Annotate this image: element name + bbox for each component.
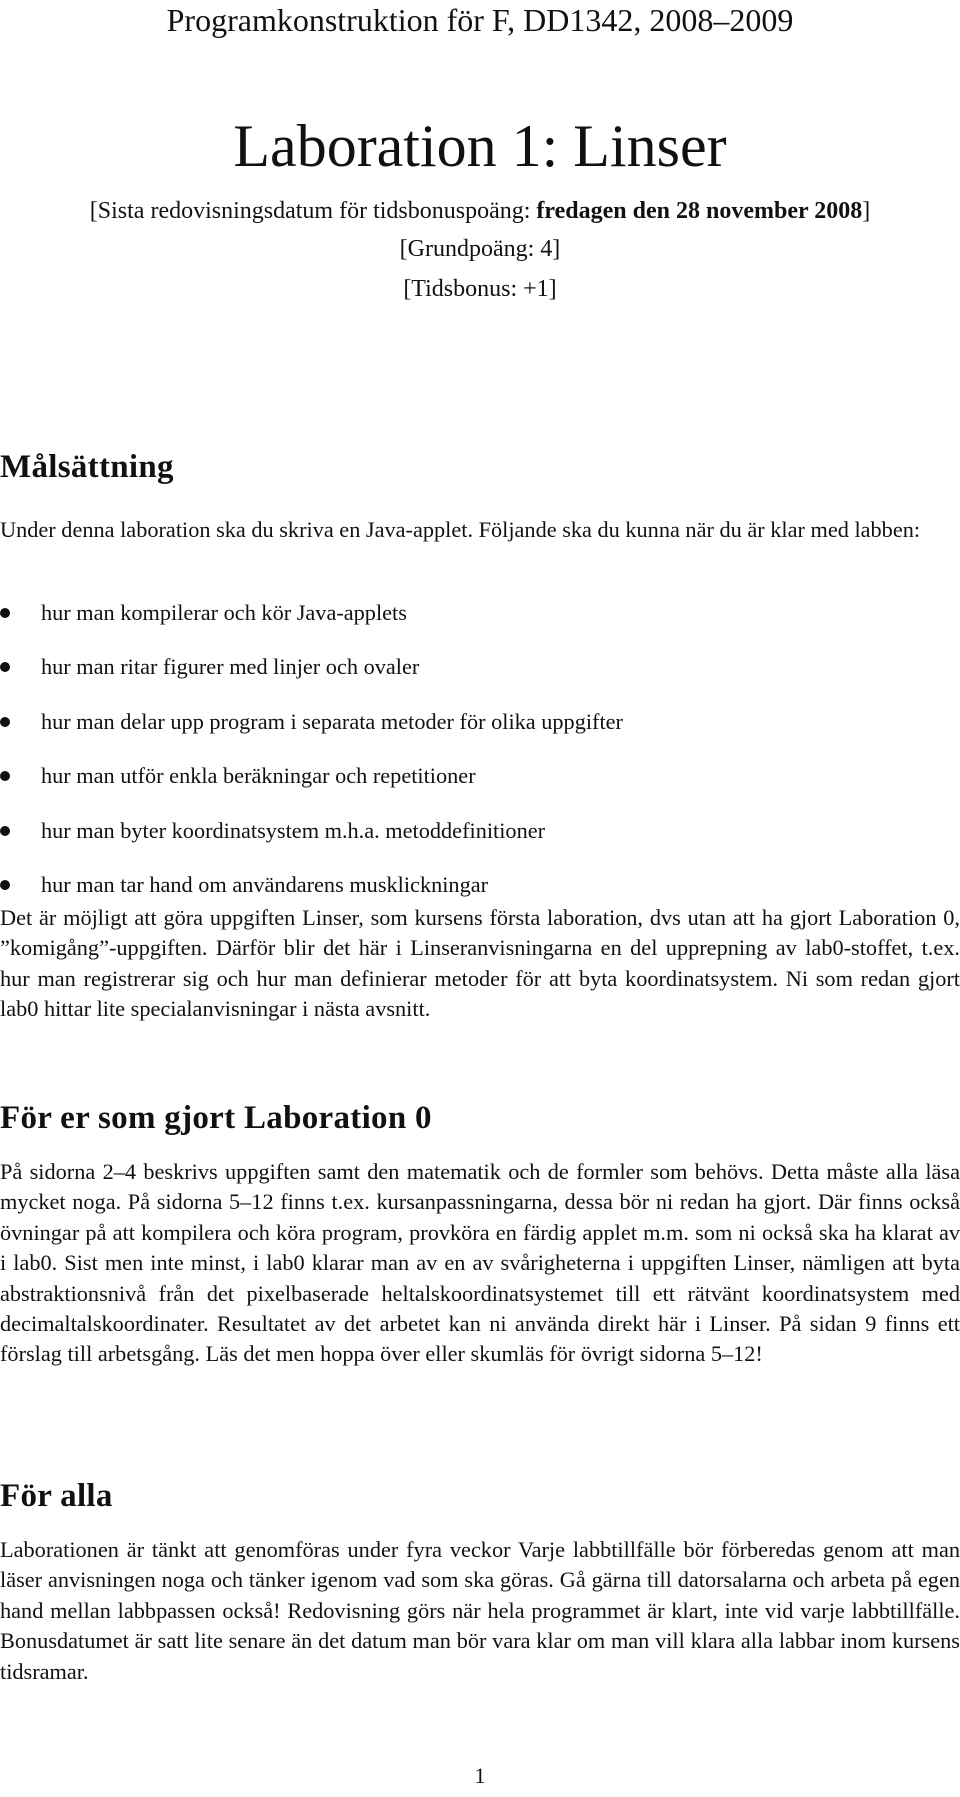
all-text: Laborationen är tänkt att genomföras under fyra veckor Varje labbtillfälle bör förberedas genom att man läser anvisningen noga och tänker igenom vad som ska göras. Gå gärna till datorsalarna och arbeta på egen hand mellan labbpassen också! Redovisning görs när hela programmet är klart, inte vid varje labbtillfälle. Bonusdatumet är satt lite senare än det datum man bör vara klar om man vill klara alla labbar inom kursens tidsramar. <box>0 1537 960 1684</box>
section-heading-goals: Målsättning <box>0 449 174 485</box>
list-item-text: hur man ritar figurer med linjer och ovaler <box>41 654 420 680</box>
list-item-text: hur man kompilerar och kör Java-applets <box>41 600 407 625</box>
deadline-line <box>0 196 960 226</box>
lab0-text: På sidorna 2–4 beskrivs uppgiften samt den matematik och de formler som behövs. Detta måste alla läsa mycket noga. På sidorna 5–12 finns t.ex. kursanpassningarna, dessa bör ni redan ha gjort. Där finns också övningar på att kompilera och köra program, provköra en färdig applet m.m. som ni också ska ha klarat av i lab0. Sist men inte minst, i lab0 klarar man av en av svårigheterna i uppgiften Linser, nämligen att byta abstraktionsnivå från det pixelbaserade heltalskoordinatsystemet till ett rätvänt koordinatsystem med decimaltalskoordinater. Resultatet av det arbetet kan ni använda direkt här i Linser. På sidan 9 finns ett förslag till arbetsgång. Läs det men hoppa över eller skumläs för övrigt sidorna 5–12! <box>0 1159 960 1367</box>
goals-outro: Det är möjligt att göra uppgiften Linser, som kursens första laboration, dvs utan att ha gjort Laboration 0, ”komigång”-uppgiften. Därför blir det här i Linseranvisningarna en del upprepning av lab0-stoffet, t.ex. hur man registrerar sig och hur man definierar metoder för att byta koordinatsystem. Ni som redan gjort lab0 hittar lite specialanvisningar i nästa avsnitt. <box>0 905 960 1022</box>
bullet-icon <box>0 880 10 890</box>
list-item-text: hur man byter koordinatsystem m.h.a. metoddefinitioner <box>41 817 546 843</box>
bullet-icon <box>0 771 10 781</box>
goals-list <box>0 598 960 924</box>
list-item <box>0 707 960 761</box>
deadline-suffix: ] <box>862 198 871 224</box>
list-item <box>0 652 960 706</box>
section-heading-all: För alla <box>0 1478 113 1514</box>
list-item <box>0 598 960 652</box>
list-item-text: hur man utför enkla beräkningar och repetitioner <box>41 763 476 789</box>
list-item <box>0 761 960 815</box>
list-item-text: hur man tar hand om användarens musklickningar <box>41 871 489 897</box>
points-line: [Grundpoäng: 4] <box>399 236 561 262</box>
page-title: Laboration 1: Linser <box>233 113 727 179</box>
goals-intro: Under denna laboration ska du skriva en Java-applet. Följande ska du kunna när du är klar med labben: <box>0 517 921 542</box>
list-item-text: hur man delar upp program i separata metoder för olika uppgifter <box>41 708 623 734</box>
section-heading-lab0: För er som gjort Laboration 0 <box>0 1100 432 1136</box>
bullet-icon <box>0 662 10 672</box>
deadline-date: fredagen den 28 november 2008 <box>536 198 863 224</box>
deadline-prefix: [Sista redovisningsdatum för tidsbonuspoäng: <box>89 198 537 224</box>
course-header: Programkonstruktion för F, DD1342, 2008–2009 <box>166 2 794 38</box>
bonus-line: [Tidsbonus: +1] <box>403 276 557 302</box>
bullet-icon <box>0 826 10 836</box>
bullet-icon <box>0 608 10 618</box>
bullet-icon <box>0 717 10 727</box>
page-number: 1 <box>474 1763 486 1788</box>
list-item <box>0 816 960 870</box>
